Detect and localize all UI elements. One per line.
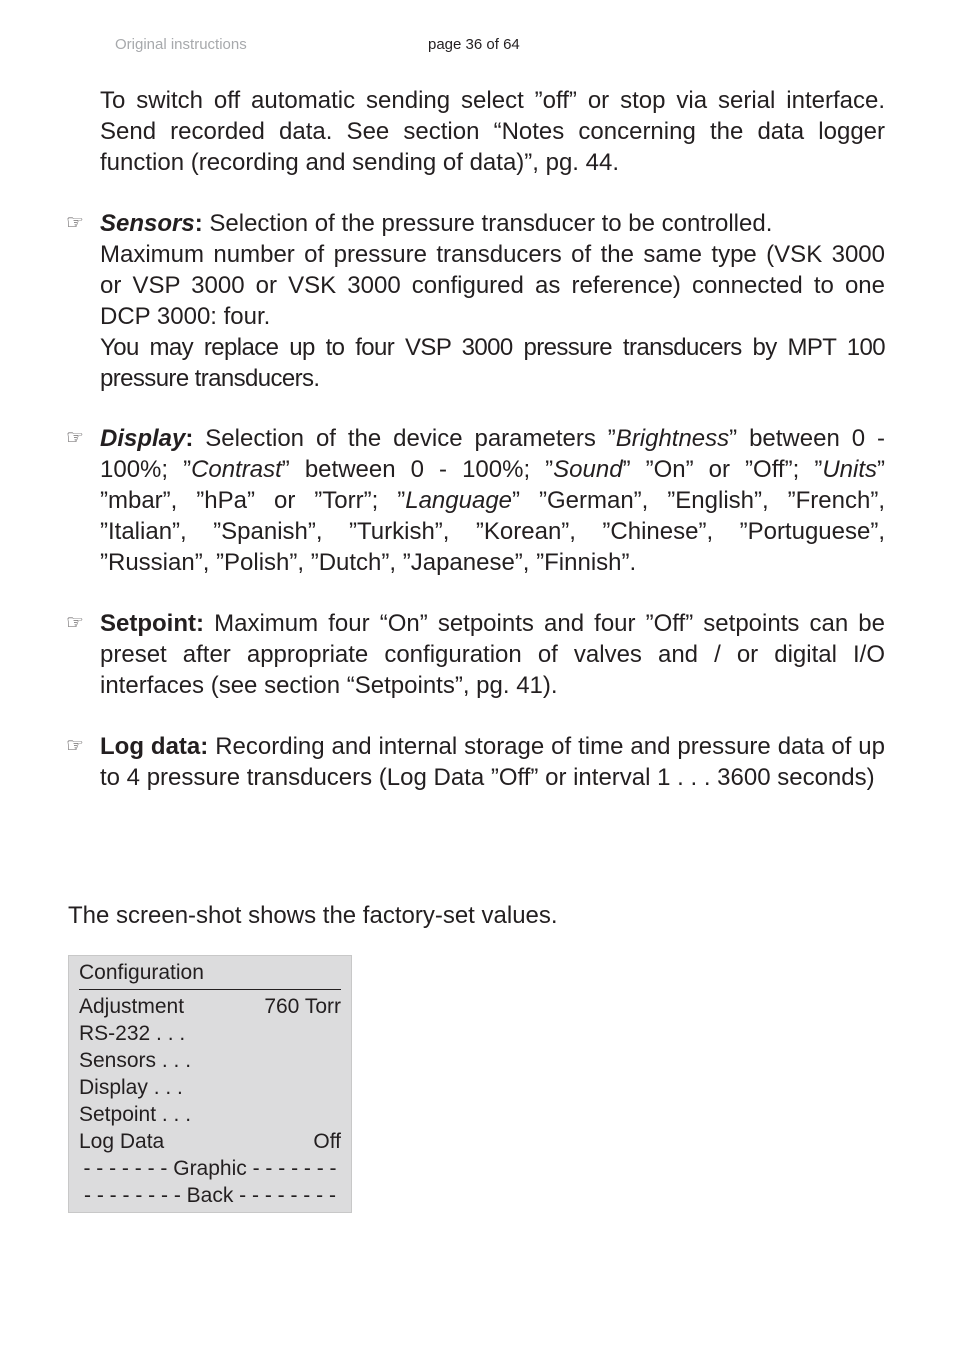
- setpoint-paragraph: Setpoint: Maximum four “On” setpoints and four ”Off” setpoints can be preset after appropriate configuration of valves and / or digital I/O interfaces (see section “Setpoints”, pg. 41).: [100, 610, 885, 699]
- menu-item-adjustment[interactable]: Adjustment 760 Torr: [79, 995, 341, 1018]
- screenshot-caption: The screen-shot shows the factory-set values.: [68, 902, 558, 929]
- menu-item-log-data[interactable]: Log Data Off: [79, 1130, 341, 1153]
- logdata-label: Log data:: [100, 733, 209, 760]
- sensors-label: Sensors: [100, 210, 195, 237]
- menu-item-graphic[interactable]: - - - - - - - Graphic - - - - - - -: [83, 1157, 337, 1180]
- menu-item-back[interactable]: - - - - - - - - Back - - - - - - - -: [84, 1184, 336, 1207]
- menu-item-setpoint[interactable]: Setpoint . . .: [79, 1103, 192, 1126]
- display-label: Display: [100, 425, 186, 452]
- logdata-paragraph: Log data: Recording and internal storage of time and pressure data of up to 4 pressure transducers (Log Data ”Off” or interval 1 . . . 3600 seconds): [100, 733, 885, 791]
- screen-title: Configuration: [79, 961, 204, 984]
- setpoint-label: Setpoint:: [100, 610, 204, 637]
- menu-item-sensors[interactable]: Sensors . . .: [79, 1049, 192, 1072]
- pointing-hand-icon: ☞: [66, 427, 84, 449]
- sensors-replace-text: You may replace up to four VSP 3000 pressure transducers by MPT 100 pressure transducers.: [100, 334, 885, 392]
- configuration-screen: [68, 955, 352, 1213]
- pointing-hand-icon: ☞: [66, 612, 84, 634]
- header-doc-type: Original instructions: [115, 36, 247, 53]
- page-number: page 36 of 64: [428, 36, 520, 53]
- sensors-paragraph: Sensors: Selection of the pressure transducer to be controlled. Maximum number of pressure transducers of the same type (VSK 3000 or VSP 3000 or VSK 3000 configured as reference) connected to one DCP 3000: four. You may replace up to four VSP 3000 pressure transducers by MPT 100 pressure transducers.: [100, 210, 885, 392]
- menu-item-display[interactable]: Display . . .: [79, 1076, 183, 1099]
- sensors-max-text: Maximum number of pressure transducers of the same type (VSK 3000 or VSP 3000 or VSK 3000 configured as reference) connected to one DCP 3000: four.: [100, 241, 885, 330]
- intro-paragraph: To switch off automatic sending select ”off” or stop via serial interface. Send recorded data. See section “Notes concerning the data logger function (recording and sending of data)”, pg. 44.: [100, 87, 885, 176]
- menu-item-rs232[interactable]: RS-232 . . .: [79, 1022, 186, 1045]
- pointing-hand-icon: ☞: [66, 735, 84, 757]
- pointing-hand-icon: ☞: [66, 212, 84, 234]
- display-paragraph: Display: Selection of the device parameters ”Brightness” between 0 - 100%; ”Contrast” between 0 - 100%; ”Sound” ”On” or ”Off”; ”Units” ”mbar”, ”hPa” or ”Torr”; ”Language” ”German”, ”English”, ”French”, ”Italian”, ”Spanish”, ”Turkish”, ”Korean”, ”Chinese”, ”Portuguese”, ”Russian”, ”Polish”, ”Dutch”, ”Japanese”, ”Finnish”.: [100, 425, 885, 576]
- title-divider: [79, 989, 341, 990]
